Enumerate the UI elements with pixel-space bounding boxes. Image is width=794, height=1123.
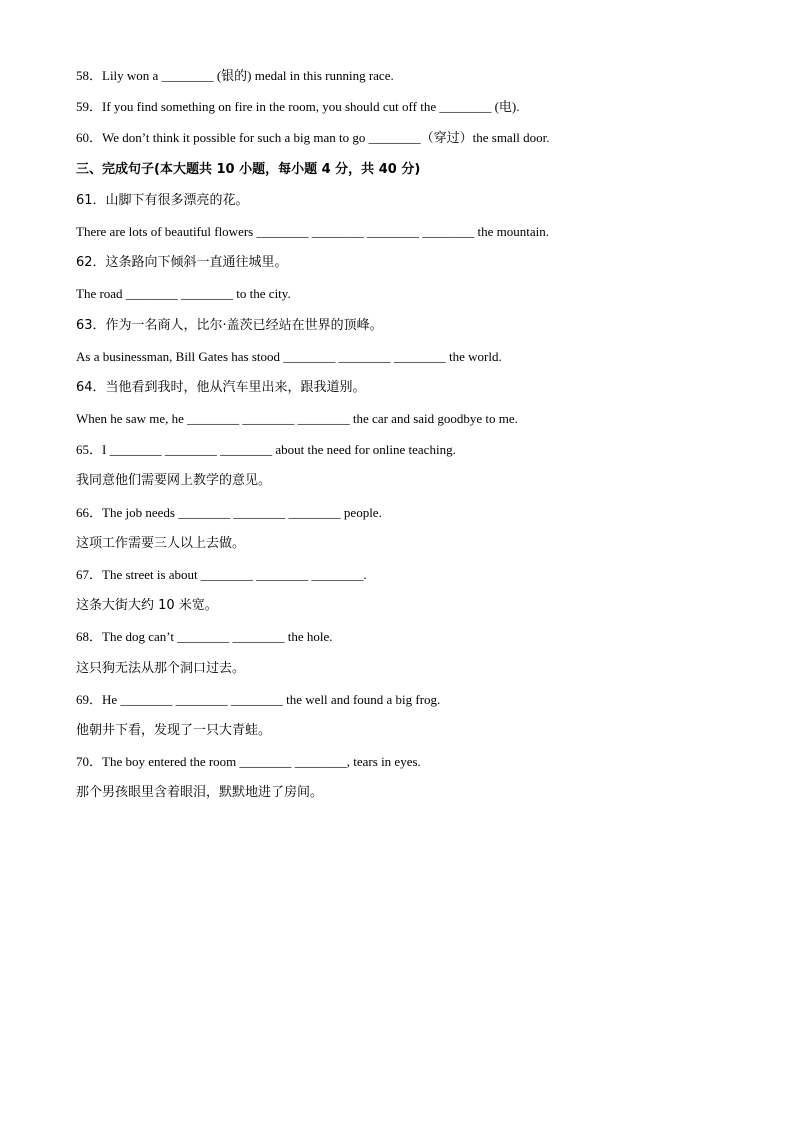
question-69-sentence: 69．He ________ ________ ________ the well and found a big frog. [76,691,441,707]
question-61-sentence: There are lots of beautiful flowers ________ ________ ________ ________ the mountain. [76,223,549,239]
question-62-prompt: 62．这条路向下倾斜一直通往城里。 [76,255,288,271]
question-69-translation: 他朝井下看，发现了一只大青蛙。 [76,722,272,738]
question-59: 59．If you find something on fire in the room, you should cut off the ________ (电). [76,99,520,115]
question-61-prompt: 61．山脚下有很多漂亮的花。 [76,192,249,208]
question-60: 60．We don’t think it possible for such a big man to go ________（穿过）the small door. [76,130,550,146]
document-page [76,64,726,813]
question-70-translation: 那个男孩眼里含着眼泪，默默地进了房间。 [76,785,324,801]
question-66-translation: 这项工作需要三人以上去做。 [76,535,246,551]
question-67-translation: 这条大街大约 10 米宽。 [76,598,218,614]
question-63-sentence: As a businessman, Bill Gates has stood ________ ________ ________ the world. [76,348,502,364]
question-65-sentence: 65．I ________ ________ ________ about the need for online teaching. [76,442,456,458]
question-70-sentence: 70．The boy entered the room ________ ________, tears in eyes. [76,754,421,770]
question-64-sentence: When he saw me, he ________ ________ ________ the car and said goodbye to me. [76,411,518,427]
question-68-sentence: 68．The dog can’t ________ ________ the hole. [76,629,333,645]
question-63-prompt: 63．作为一名商人，比尔·盖茨已经站在世界的顶峰。 [76,317,383,333]
question-58: 58．Lily won a ________ (银的) medal in this running race. [76,68,394,83]
question-68-translation: 这只狗无法从那个洞口过去。 [76,660,246,676]
question-66-sentence: 66．The job needs ________ ________ ________ people. [76,504,382,520]
question-67-sentence: 67．The street is about ________ ________ ________. [76,567,367,582]
question-62-sentence: The road ________ ________ to the city. [76,286,291,302]
question-64-prompt: 64．当他看到我时，他从汽车里出来，跟我道别。 [76,379,366,395]
question-65-translation: 我同意他们需要网上教学的意见。 [76,473,272,489]
section-heading: 三、完成句子(本大题共 10 小题，每小题 4 分，共 40 分) [76,161,421,177]
